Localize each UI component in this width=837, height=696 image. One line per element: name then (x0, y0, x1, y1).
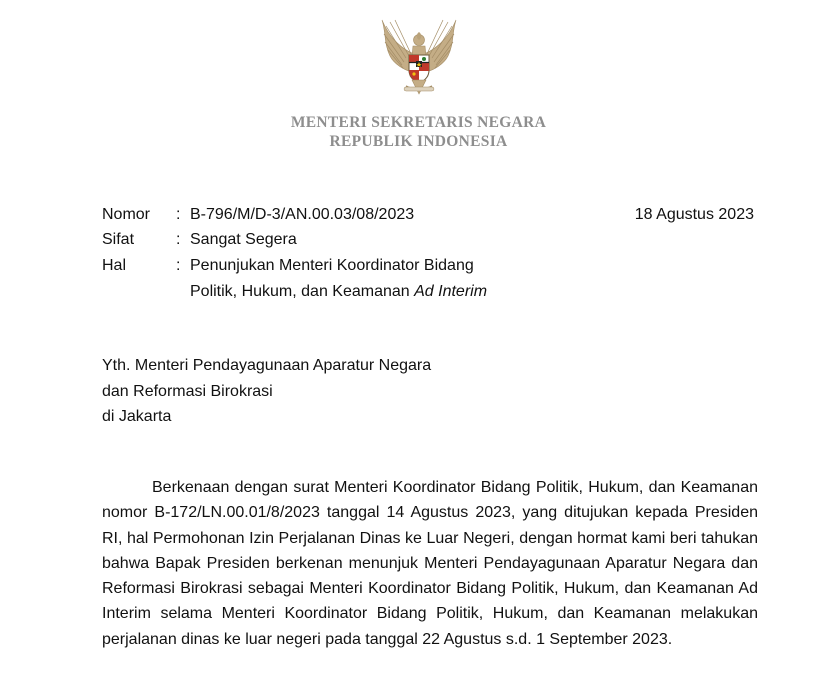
sifat-value: Sangat Segera (190, 231, 297, 248)
nomor-value: B-796/M/D-3/AN.00.03/08/2023 (190, 206, 415, 223)
nomor-label: Nomor (102, 206, 151, 223)
hal-value-ad-interim: Ad Interim (414, 283, 488, 300)
header-title-line2: REPUBLIK INDONESIA (329, 133, 508, 150)
sifat-colon: : (176, 231, 181, 248)
recipient-line3: di Jakarta (102, 408, 172, 425)
nomor-colon: : (176, 206, 181, 223)
recipient-line2: dan Reformasi Birokrasi (102, 383, 273, 400)
hal-colon: : (176, 257, 181, 274)
hal-value-line2-text: Politik, Hukum, dan Keamanan (190, 283, 410, 300)
letter-date: 18 Agustus 2023 (634, 206, 754, 223)
recipient-line1: Yth. Menteri Pendayagunaan Aparatur Negara (102, 357, 432, 374)
hal-value-line2 (190, 282, 487, 302)
sifat-label: Sifat (102, 231, 135, 248)
hal-label: Hal (102, 257, 127, 274)
header-title-line1: MENTERI SEKRETARIS NEGARA (290, 114, 547, 131)
garuda-pancasila-emblem-icon (376, 14, 462, 106)
hal-value-line1: Penunjukan Menteri Koordinator Bidang (190, 257, 474, 274)
body-paragraph: Berkenaan dengan surat Menteri Koordinator Bidang Politik, Hukum, dan Keamanan nomor B-172/LN.00.01/8/2023 tanggal 14 Agustus 2023, yang ditujukan kepada Presiden RI, hal Permohonan Izin Perjalanan Dinas ke Luar Negeri, dengan hormat kami beri tahukan bahwa Bapak Presiden berkenan menunjuk Menteri Pendayagunaan Aparatur Negara dan Reformasi Birokrasi sebagai Menteri Koordinator Bidang Politik, Hukum, dan Keamanan Ad Interim selama Menteri Koordinator Bidang Politik, Hukum, dan Keamanan melakukan perjalanan dinas ke luar negeri pada tanggal 22 Agustus s.d. 1 September 2023. (102, 479, 758, 648)
